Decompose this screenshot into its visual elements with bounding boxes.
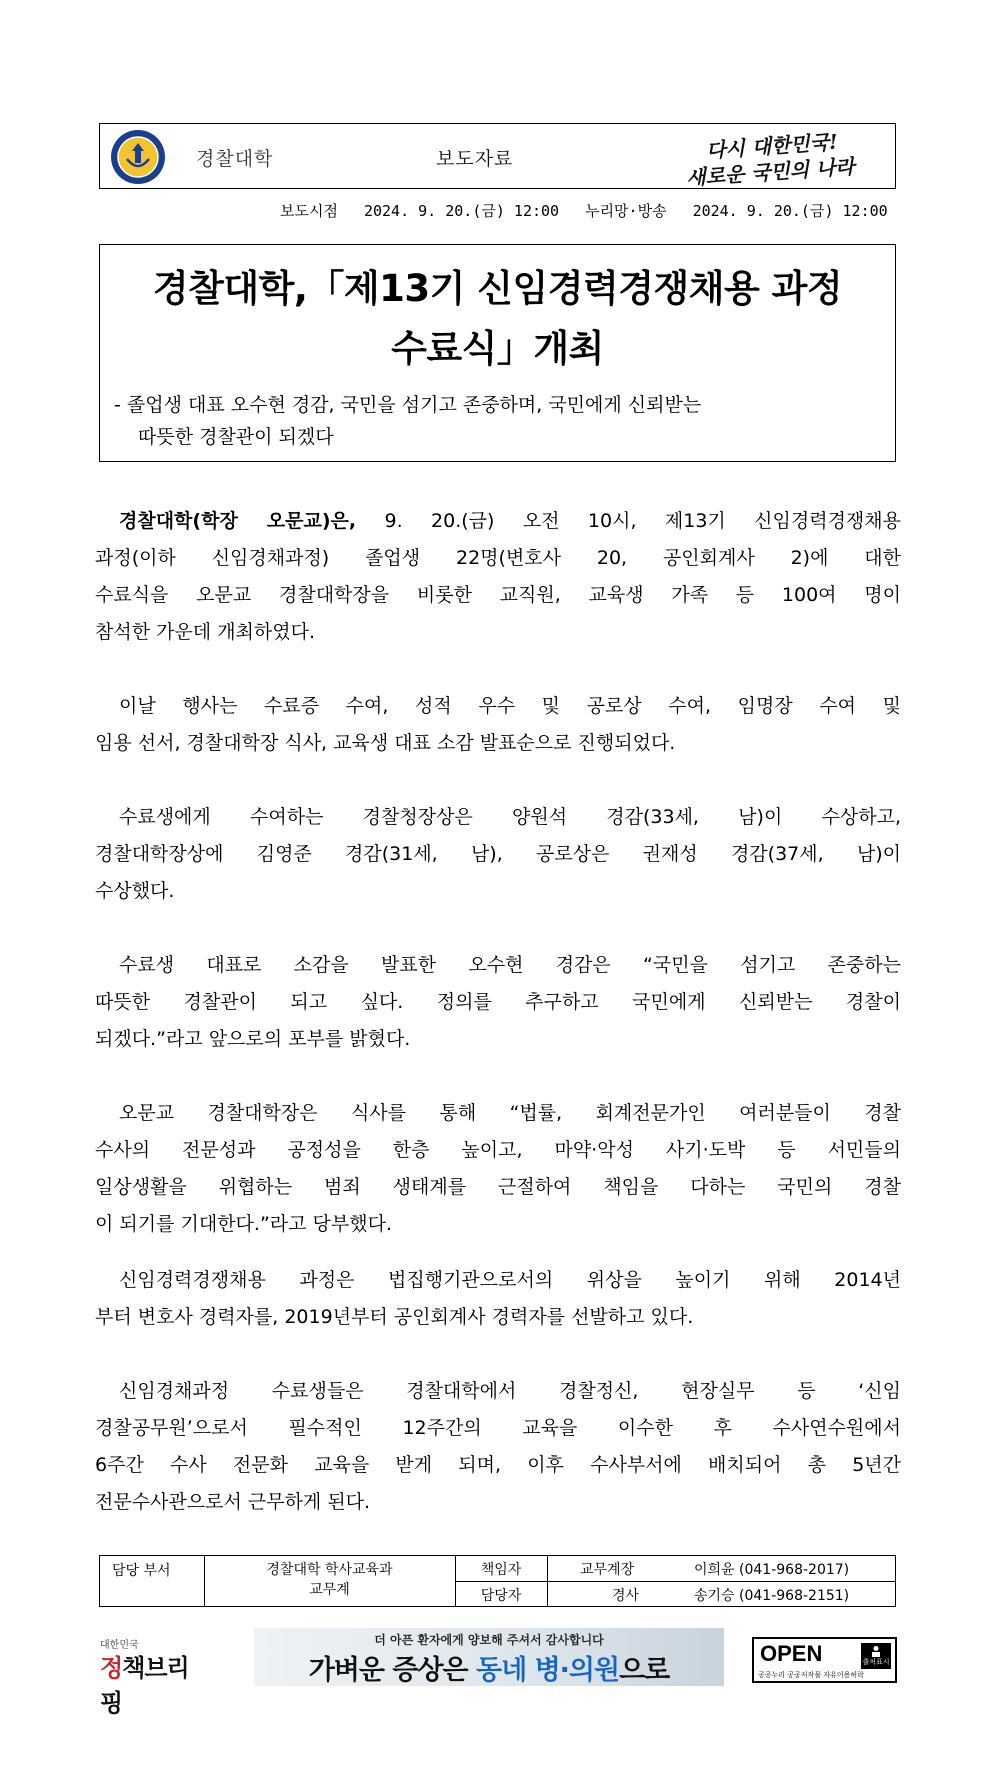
- banner-main-b: 동네 병·의원: [476, 1655, 620, 1686]
- headline-line1: 경찰대학,「제13기 신임경력경쟁채용 과정: [152, 267, 843, 310]
- banner-main-text: [254, 1648, 724, 1686]
- dept-label: 담당 부서: [112, 1563, 171, 1579]
- title-box: [99, 244, 896, 462]
- p6-line1: 신임경력경쟁채용 과정은 법집행기관으로서의 위상을 높이기 위해 2014년: [119, 1269, 901, 1291]
- org-name: 경찰대학: [196, 148, 274, 170]
- p1-line2: 과정(이하 신임경채과정) 졸업생 22명(변호사 20, 공인회계사 2)에 대한: [95, 547, 901, 569]
- p1-line1: 9. 20.(금) 오전 10시, 제13기 신임경력경쟁채용: [356, 510, 901, 532]
- headline-line2: 수료식」개최: [391, 327, 604, 370]
- staff-contact: 송기승 (041-968-2151): [694, 1588, 850, 1604]
- policy-briefing-title-b: 책브리핑: [100, 1654, 189, 1717]
- slogan-logo: [682, 128, 882, 190]
- responsible-contact: 이희윤 (041-968-2017): [694, 1562, 850, 1578]
- lead-org: 경찰대학(학장 오문교)은,: [119, 510, 357, 532]
- headline: [100, 259, 895, 379]
- release-info: [280, 200, 888, 221]
- subheadline: [114, 389, 884, 453]
- open-subtext: 공공누리 공공저작물 자유이용허락: [758, 1671, 864, 1679]
- police-university-emblem: [110, 129, 166, 185]
- paragraph-7: [95, 1373, 901, 1521]
- p5-line1: 오문교 경찰대학장은 식사를 통해 “법률, 회계전문가인 여러분들이 경찰: [119, 1102, 901, 1124]
- open-text: OPEN: [760, 1641, 823, 1666]
- p4-line1: 수료생 대표로 소감을 발표한 오수현 경감은 “국민을 섬기고 존중하는: [119, 954, 901, 976]
- staff-position: 경사: [612, 1588, 640, 1604]
- release-time: 2024. 9. 20.(금) 12:00: [363, 202, 560, 220]
- paragraph-6: [95, 1262, 901, 1336]
- slogan-line1: 다시 대한민국!: [705, 129, 839, 163]
- banner-main-c: 으로: [619, 1655, 670, 1686]
- subheadline-line2: 따뜻한 경찰관이 되겠다: [138, 426, 334, 448]
- paragraph-3: [95, 799, 901, 910]
- p7-line2: 경찰공무원’으로서 필수적인 12주간의 교육을 이수한 후 수사연수원에서: [95, 1417, 901, 1439]
- p5-line3: 일상생활을 위협하는 범죄 생태계를 근절하여 책임을 다하는 국민의 경찰: [95, 1176, 901, 1198]
- release-label: 보도시점: [280, 202, 338, 220]
- p4-line3: 되겠다.”라고 앞으로의 포부를 밝혔다.: [95, 1028, 411, 1050]
- p2-line1: 이날 행사는 수료증 수여, 성적 우수 및 공로상 수여, 임명장 수여 및: [119, 695, 901, 717]
- header-box: [99, 123, 896, 189]
- responsible-position: 교무계장: [580, 1562, 635, 1578]
- policy-briefing-title: [100, 1648, 210, 1718]
- banner-main-a: 가벼운 증상은: [308, 1655, 477, 1686]
- kogl-open-badge: [752, 1637, 897, 1683]
- staff-label: 담당자: [480, 1588, 522, 1604]
- campaign-banner: [254, 1628, 724, 1686]
- p1-line3: 수료식을 오문교 경찰대학장을 비롯한 교직원, 교육생 가족 등 100여 명이: [95, 584, 901, 606]
- dept-name-line2: 교무계: [309, 1582, 350, 1598]
- p7-line3: 6주간 수사 전문화 교육을 받게 되며, 이후 수사부서에 배치되어 총 5년간: [95, 1454, 901, 1476]
- slogan-line2: 새로운 국민의 나라: [685, 154, 856, 190]
- banner-top-text: 더 아픈 환자에게 양보해 주셔서 감사합니다: [374, 1633, 604, 1647]
- subheadline-line1: - 졸업생 대표 오수현 경감, 국민을 섬기고 존중하며, 국민에게 신뢰받는: [114, 394, 702, 416]
- p1-line4: 참석한 가운데 개최하였다.: [95, 621, 316, 643]
- p3-line2: 경찰대학장상에 김영준 경감(31세, 남), 공로상은 권재성 경감(37세, 남)이: [95, 843, 901, 865]
- p5-line4: 이 되기를 기대한다.”라고 당부했다.: [95, 1213, 392, 1235]
- p3-line3: 수상했다.: [95, 880, 175, 902]
- policy-briefing-small: 대한민국: [100, 1640, 139, 1651]
- policy-briefing-title-a: 정: [100, 1654, 123, 1682]
- p5-line2: 수사의 전문성과 공정성을 한층 높이고, 마약·악성 사기·도박 등 서민들의: [95, 1139, 901, 1161]
- dept-name-line1: 경찰대학 학사교육과: [266, 1562, 393, 1578]
- p4-line2: 따뜻한 경찰관이 되고 싶다. 정의를 추구하고 국민에게 신뢰받는 경찰이: [95, 991, 901, 1013]
- p3-line1: 수료생에게 수여하는 경찰청장상은 양원석 경감(33세, 남)이 수상하고,: [119, 806, 901, 828]
- policy-briefing-logo: [100, 1636, 210, 1717]
- paragraph-2: [95, 688, 901, 762]
- attribution-icon: [861, 1643, 891, 1669]
- doc-type: 보도자료: [436, 148, 514, 170]
- responsible-label: 책임자: [480, 1562, 522, 1578]
- paragraph-5: [95, 1095, 901, 1243]
- p2-line2: 임용 선서, 경찰대학장 식사, 교육생 대표 소감 발표순으로 진행되었다.: [95, 732, 676, 754]
- dept-name: [204, 1560, 455, 1600]
- paragraph-4: [95, 947, 901, 1058]
- broadcast-time: 2024. 9. 20.(금) 12:00: [692, 202, 888, 220]
- p7-line1: 신임경채과정 수료생들은 경찰대학에서 경찰정신, 현장실무 등 ‘신임: [119, 1380, 901, 1402]
- paragraph-1: [95, 503, 901, 651]
- attribution-icon-label: 출처표시: [862, 1658, 890, 1666]
- broadcast-label: 누리망·방송: [585, 202, 667, 220]
- p7-line4: 전문수사관으로서 근무하게 된다.: [95, 1491, 371, 1513]
- p6-line2: 부터 변호사 경력자를, 2019년부터 공인회계사 경력자를 선발하고 있다.: [95, 1306, 694, 1328]
- contact-table: [99, 1555, 896, 1607]
